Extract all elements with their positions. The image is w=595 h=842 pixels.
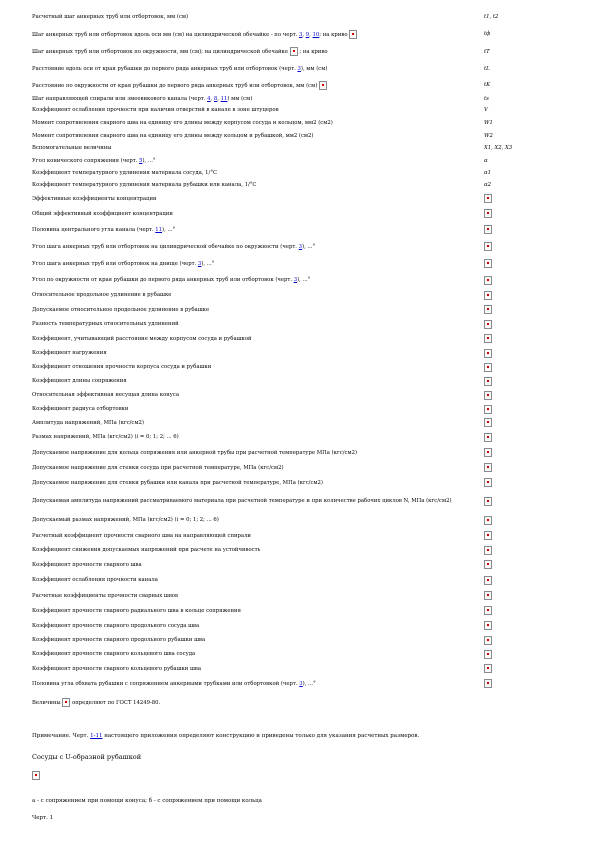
row-description bbox=[32, 244, 484, 250]
row-description bbox=[32, 292, 484, 298]
symbols-table bbox=[32, 9, 567, 713]
row-description bbox=[32, 47, 484, 56]
row-symbol bbox=[484, 291, 564, 300]
description-text: Коэффициент ослабления прочности канала bbox=[32, 577, 158, 583]
description-text: Половина центрального угла канала (черт. 11), ...° bbox=[32, 226, 176, 233]
row-symbol bbox=[484, 334, 564, 343]
table-row bbox=[32, 402, 567, 416]
broken-image-icon bbox=[484, 209, 492, 218]
figure-reference-link[interactable]: 5 bbox=[139, 157, 143, 164]
table-row bbox=[32, 221, 567, 238]
table-row bbox=[32, 154, 567, 167]
table-row bbox=[32, 104, 567, 116]
description-text: Допускаемая амплитуда напряжений рассматриваемого материала при расчетной температуре и при количестве рабочих циклов N, МПа (кгс/см2) bbox=[32, 498, 452, 504]
row-description bbox=[32, 608, 484, 614]
table-row bbox=[32, 475, 567, 490]
row-description bbox=[32, 698, 484, 707]
description-suffix: ; на криво bbox=[297, 49, 328, 55]
table-row bbox=[32, 77, 567, 93]
broken-image-icon bbox=[484, 418, 492, 427]
figure-reference-link[interactable]: 3 bbox=[299, 680, 303, 687]
table-row bbox=[32, 302, 567, 317]
description-text: Разность температурных относительных удлинений bbox=[32, 321, 179, 327]
broken-image-icon bbox=[484, 591, 492, 600]
row-description bbox=[32, 307, 484, 313]
row-symbol bbox=[484, 377, 564, 386]
table-row bbox=[32, 191, 567, 206]
row-description bbox=[32, 170, 484, 176]
table-row bbox=[32, 360, 567, 374]
figure-reference-link[interactable]: 3 bbox=[297, 65, 301, 72]
broken-image-icon bbox=[484, 291, 492, 300]
row-description bbox=[32, 261, 484, 267]
broken-image-icon bbox=[484, 576, 492, 585]
description-text: Относительная эффективная несущая длина конуса bbox=[32, 392, 180, 398]
row-description bbox=[32, 30, 484, 39]
row-symbol bbox=[484, 349, 564, 358]
broken-image-icon bbox=[484, 349, 492, 358]
table-row bbox=[32, 179, 567, 191]
row-symbol bbox=[484, 363, 564, 372]
row-description bbox=[32, 350, 484, 356]
row-symbol: ts bbox=[484, 95, 489, 102]
description-text: Размах напряжений, МПа (кгс/см2) (i = 0; 1; 2; ... 6) bbox=[32, 434, 179, 440]
description-text: Шаг анкерных труб или отбортовок по окружности, мм (см); на цилиндрической обечайке bbox=[32, 49, 288, 55]
figure-reference-link[interactable]: 4 bbox=[207, 95, 211, 102]
table-row bbox=[32, 647, 567, 661]
table-row bbox=[32, 588, 567, 603]
row-description bbox=[32, 547, 484, 553]
description-text: Угол шага анкерных труб или отбортовок на днище (черт. 3), ...° bbox=[32, 260, 215, 267]
row-description bbox=[32, 145, 484, 151]
row-symbol bbox=[484, 606, 564, 615]
table-row bbox=[32, 331, 567, 346]
row-symbol: W1 bbox=[484, 120, 493, 126]
row-description bbox=[32, 465, 484, 471]
row-description bbox=[32, 406, 484, 412]
broken-image-icon bbox=[484, 679, 492, 688]
description-text: Коэффициент прочности сварного кольцевого шва сосуда bbox=[32, 651, 196, 657]
broken-image-icon bbox=[484, 194, 492, 203]
row-description bbox=[32, 450, 484, 456]
broken-image-icon bbox=[484, 560, 492, 569]
table-row bbox=[32, 691, 567, 713]
row-symbol bbox=[484, 576, 564, 585]
broken-image-icon bbox=[484, 377, 492, 386]
description-text: Коэффициент температурного удлинения материала рубашки или канала, 1/°С bbox=[32, 182, 257, 188]
row-symbol: X1, X2, X3 bbox=[484, 145, 513, 151]
row-symbol bbox=[484, 320, 564, 329]
row-description bbox=[32, 392, 484, 398]
row-description bbox=[32, 651, 484, 657]
table-row bbox=[32, 60, 567, 77]
row-symbol bbox=[484, 405, 564, 414]
description-text: Амплитуда напряжений, МПа (кгс/см2) bbox=[32, 419, 144, 426]
description-suffix: определяют по ГОСТ 14249-80. bbox=[70, 699, 161, 706]
description-text: Допускаемое относительное продольное удлинение в рубашке bbox=[32, 306, 210, 313]
table-row bbox=[32, 618, 567, 633]
table-row bbox=[32, 512, 567, 528]
row-description bbox=[32, 666, 484, 672]
table-row bbox=[32, 93, 567, 104]
broken-image-icon bbox=[290, 47, 298, 56]
description-text: Момент сопротивления сварного шва на единицу его длины между корпусом сосуда и кольцом, мм2 (см2) bbox=[32, 120, 333, 126]
row-description bbox=[32, 211, 484, 217]
row-description bbox=[32, 577, 484, 583]
description-text: Угол по окружности от края рубашки до первого ряда анкерных труб или отбортовок (черт. 3), ...° bbox=[32, 277, 311, 283]
broken-image-icon bbox=[484, 305, 492, 314]
row-symbol bbox=[484, 560, 564, 569]
row-symbol bbox=[484, 621, 564, 630]
figure-reference-link[interactable]: 11 bbox=[220, 95, 228, 102]
broken-image-icon bbox=[484, 276, 492, 285]
table-row bbox=[32, 572, 567, 588]
description-text: Шаг направляющей спирали или змеевикового канала (черт. 4, 8, 11) мм (см) bbox=[32, 95, 253, 102]
row-symbol bbox=[484, 650, 564, 659]
table-row bbox=[32, 416, 567, 429]
figure-reference-link[interactable]: 9 bbox=[305, 31, 310, 38]
description-text: Коэффициент снижения допускаемых напряжений при расчете на устойчивость bbox=[32, 547, 261, 553]
table-row bbox=[32, 43, 567, 60]
description-text: Относительное продольное удлинение в рубашке bbox=[32, 292, 172, 298]
row-symbol bbox=[484, 225, 564, 234]
figure-reference-link[interactable]: 3 bbox=[299, 31, 303, 38]
description-text: Коэффициент прочности сварного радиального шва в кольце сопряжения bbox=[32, 607, 241, 614]
table-row bbox=[32, 116, 567, 130]
table-row bbox=[32, 490, 567, 512]
table-row bbox=[32, 255, 567, 272]
row-symbol bbox=[484, 276, 564, 285]
description-text: Общий эффективный коэффициент концентрации bbox=[32, 210, 173, 217]
description-text: Коэффициент прочности сварного шва bbox=[32, 561, 142, 568]
note-paragraph bbox=[32, 733, 567, 740]
description-text: Допускаемое напряжение для стенки сосуда при расчетной температуре, МПа (кгс/см2) bbox=[32, 464, 284, 471]
row-description bbox=[32, 378, 484, 384]
row-description bbox=[32, 66, 484, 72]
description-text: Угол шага анкерных труб или отбортовок на цилиндрической обечайке по окружности (черт. 3), ...° bbox=[32, 243, 316, 250]
note-prefix: Примечание. Черт. bbox=[32, 733, 91, 739]
row-description bbox=[32, 681, 484, 687]
row-symbol: W2 bbox=[484, 133, 493, 139]
table-row bbox=[32, 429, 567, 445]
row-description bbox=[32, 364, 484, 370]
broken-image-icon bbox=[484, 636, 492, 645]
row-symbol bbox=[484, 448, 564, 457]
row-description bbox=[32, 96, 484, 102]
description-text: Коэффициент отношения прочности корпуса сосуда и рубашки bbox=[32, 364, 212, 370]
row-symbol bbox=[484, 418, 564, 427]
broken-image-icon bbox=[484, 497, 492, 506]
row-description bbox=[32, 623, 484, 629]
broken-image-icon bbox=[484, 334, 492, 343]
broken-image-icon bbox=[484, 433, 492, 442]
table-row bbox=[32, 460, 567, 475]
broken-image-icon bbox=[484, 320, 492, 329]
description-text: Допускаемое напряжение для кольца сопряжения или анкерной трубы при расчетной температуре МПа (кгс/см2) bbox=[32, 449, 358, 456]
table-row bbox=[32, 543, 567, 557]
note-suffix: настоящего приложения определяют конструкцию и приведены только для указания расчетных размеров. bbox=[102, 733, 420, 739]
row-description bbox=[32, 120, 484, 126]
row-symbol: tT bbox=[484, 48, 490, 55]
broken-image-icon bbox=[349, 30, 357, 39]
row-description bbox=[32, 227, 484, 233]
broken-image-icon bbox=[62, 698, 70, 707]
description-text: Допускаемый размах напряжений, МПа (кгс/см2) (i = 0; 1; 2; ... 6) bbox=[32, 517, 219, 523]
row-symbol: α1 bbox=[484, 170, 491, 176]
broken-image-icon bbox=[484, 650, 492, 659]
table-row bbox=[32, 603, 567, 618]
broken-image-icon bbox=[484, 664, 492, 673]
row-description bbox=[32, 182, 484, 188]
table-row bbox=[32, 528, 567, 543]
row-symbol bbox=[484, 516, 564, 525]
figure-label: Черт. 1 bbox=[32, 815, 54, 821]
table-row bbox=[32, 388, 567, 402]
description-text: Половина угла обхвата рубашки с сопряжением анкерными трубками или отбортовкой (черт. 3), ...° bbox=[32, 680, 316, 687]
description-text: Расчетный коэффициент прочности сварного шва на направляющей спирали bbox=[32, 532, 251, 539]
table-row bbox=[32, 317, 567, 331]
row-description bbox=[32, 498, 484, 504]
row-description bbox=[32, 336, 484, 342]
table-row bbox=[32, 288, 567, 302]
broken-image-icon bbox=[484, 531, 492, 540]
description-text: Коэффициент прочности сварного кольцевого рубашки шва bbox=[32, 665, 202, 672]
row-description bbox=[32, 133, 484, 139]
row-symbol bbox=[484, 636, 564, 645]
row-symbol bbox=[484, 463, 564, 472]
row-description bbox=[32, 321, 484, 327]
row-description bbox=[32, 562, 484, 568]
description-text: Коэффициент длины сопряжения bbox=[32, 378, 127, 384]
broken-image-icon bbox=[484, 478, 492, 487]
broken-image-icon bbox=[484, 621, 492, 630]
table-row bbox=[32, 676, 567, 691]
description-text: Коэффициент, учитывающий расстояние между корпусом сосуда и рубашкой bbox=[32, 335, 252, 342]
description-text: Коэффициент температурного удлинения материала сосуда, 1/°С bbox=[32, 170, 218, 176]
row-symbol: tф bbox=[484, 31, 491, 37]
row-symbol bbox=[484, 497, 564, 506]
figure-reference-link[interactable]: 3 bbox=[197, 260, 202, 267]
table-row bbox=[32, 238, 567, 255]
row-description bbox=[32, 14, 484, 20]
broken-image-icon bbox=[484, 546, 492, 555]
table-row bbox=[32, 206, 567, 221]
broken-image-icon bbox=[484, 363, 492, 372]
table-row bbox=[32, 130, 567, 142]
description-text: Расстояние по окружности от края рубашки до первого ряда анкерных труб или отбортовок, мм (см) bbox=[32, 82, 318, 89]
row-symbol bbox=[484, 664, 564, 673]
row-symbol bbox=[484, 305, 564, 314]
row-symbol: α2 bbox=[484, 182, 491, 188]
table-row bbox=[32, 272, 567, 288]
row-description bbox=[32, 637, 484, 643]
table-row bbox=[32, 9, 567, 25]
table-row bbox=[32, 167, 567, 179]
description-text: Момент сопротивления сварного шва на единицу его длины между кольцом и рубашкой, мм2 (см2) bbox=[32, 133, 314, 139]
broken-image-icon bbox=[484, 259, 492, 268]
table-row bbox=[32, 374, 567, 388]
table-row bbox=[32, 661, 567, 676]
figure-reference-link[interactable]: 11 bbox=[155, 226, 163, 233]
note-link[interactable]: 1-11 bbox=[90, 733, 103, 739]
row-symbol bbox=[484, 546, 564, 555]
row-description bbox=[32, 480, 484, 486]
table-row bbox=[32, 557, 567, 572]
section-title: Сосуды с U-образной рубашкой bbox=[32, 753, 142, 761]
broken-image-icon bbox=[484, 405, 492, 414]
row-symbol bbox=[484, 478, 564, 487]
description-text: Коэффициент прочности сварного продольного рубашки шва bbox=[32, 637, 206, 643]
figure-image bbox=[32, 771, 567, 780]
description-text: Расчетный шаг анкерных труб или отбортовок, мм (см) bbox=[32, 14, 189, 20]
description-text: Эффективные коэффициенты концентрации bbox=[32, 195, 157, 202]
row-description bbox=[32, 196, 484, 202]
table-row bbox=[32, 346, 567, 360]
row-description bbox=[32, 81, 484, 90]
description-text: Коэффициент нагружения bbox=[32, 350, 107, 356]
row-description bbox=[32, 420, 484, 426]
figure-reference-link[interactable]: 8 bbox=[213, 95, 218, 102]
broken-image-icon bbox=[32, 771, 40, 780]
broken-image-icon bbox=[484, 391, 492, 400]
row-description bbox=[32, 107, 484, 113]
broken-image-icon bbox=[484, 606, 492, 615]
description-text: Вспомогательные величины bbox=[32, 145, 112, 151]
description-text: Коэффициент радиуса отбортовки bbox=[32, 406, 129, 412]
row-symbol bbox=[484, 679, 564, 688]
row-symbol bbox=[484, 242, 564, 251]
table-row bbox=[32, 142, 567, 154]
figure-reference-link[interactable]: 3 bbox=[298, 243, 303, 250]
description-text: Расчетные коэффициенты прочности сварных швов bbox=[32, 592, 178, 599]
row-symbol bbox=[484, 259, 564, 268]
broken-image-icon bbox=[319, 81, 327, 90]
row-symbol bbox=[484, 391, 564, 400]
description-text: Угол конического сопряжения (черт. 5), ...° bbox=[32, 157, 156, 164]
description-text: Шаг анкерных труб или отбортовок вдоль оси мм (см) на цилиндрической обечайке - по черт. 3, 9, 10; на криво bbox=[32, 31, 348, 38]
row-symbol: t1, t2 bbox=[484, 14, 499, 20]
row-symbol bbox=[484, 209, 564, 218]
figure-reference-link[interactable]: 3 bbox=[293, 277, 298, 283]
row-symbol: V bbox=[484, 107, 488, 113]
row-symbol bbox=[484, 433, 564, 442]
row-description bbox=[32, 434, 484, 440]
broken-image-icon bbox=[484, 225, 492, 234]
figure-caption: а - с сопряжением при помощи конуса; б - с сопряжением при помощи кольца bbox=[32, 798, 262, 804]
broken-image-icon bbox=[484, 242, 492, 251]
row-description bbox=[32, 277, 484, 283]
row-symbol: tL bbox=[484, 65, 490, 72]
table-row bbox=[32, 633, 567, 647]
row-symbol bbox=[484, 194, 564, 203]
row-symbol bbox=[484, 531, 564, 540]
description-text: Коэффициент прочности сварного продольного сосуда шва bbox=[32, 622, 200, 629]
broken-image-icon bbox=[484, 463, 492, 472]
table-row bbox=[32, 25, 567, 43]
row-description bbox=[32, 533, 484, 539]
row-description bbox=[32, 158, 484, 164]
figure-reference-link[interactable]: 10 bbox=[312, 31, 320, 38]
description-text: Допускаемое напряжение для стенки рубашки или канала при расчетной температуре, МПа (кгс/см2) bbox=[32, 479, 323, 486]
table-row bbox=[32, 445, 567, 460]
row-symbol: tK bbox=[484, 82, 491, 88]
description-text: Расстояние вдоль оси от края рубашки до первого ряда анкерных труб или отбортовок (черт. 3), мм (см) bbox=[32, 65, 328, 72]
row-symbol: α bbox=[484, 157, 488, 164]
broken-image-icon bbox=[484, 448, 492, 457]
description-text: Коэффициент ослабления прочности при наличии отверстий в канале в зоне штуцеров bbox=[32, 107, 279, 113]
broken-image-icon bbox=[484, 516, 492, 525]
row-symbol bbox=[484, 591, 564, 600]
description-text: Величины bbox=[32, 699, 61, 706]
row-description bbox=[32, 517, 484, 523]
row-description bbox=[32, 593, 484, 599]
